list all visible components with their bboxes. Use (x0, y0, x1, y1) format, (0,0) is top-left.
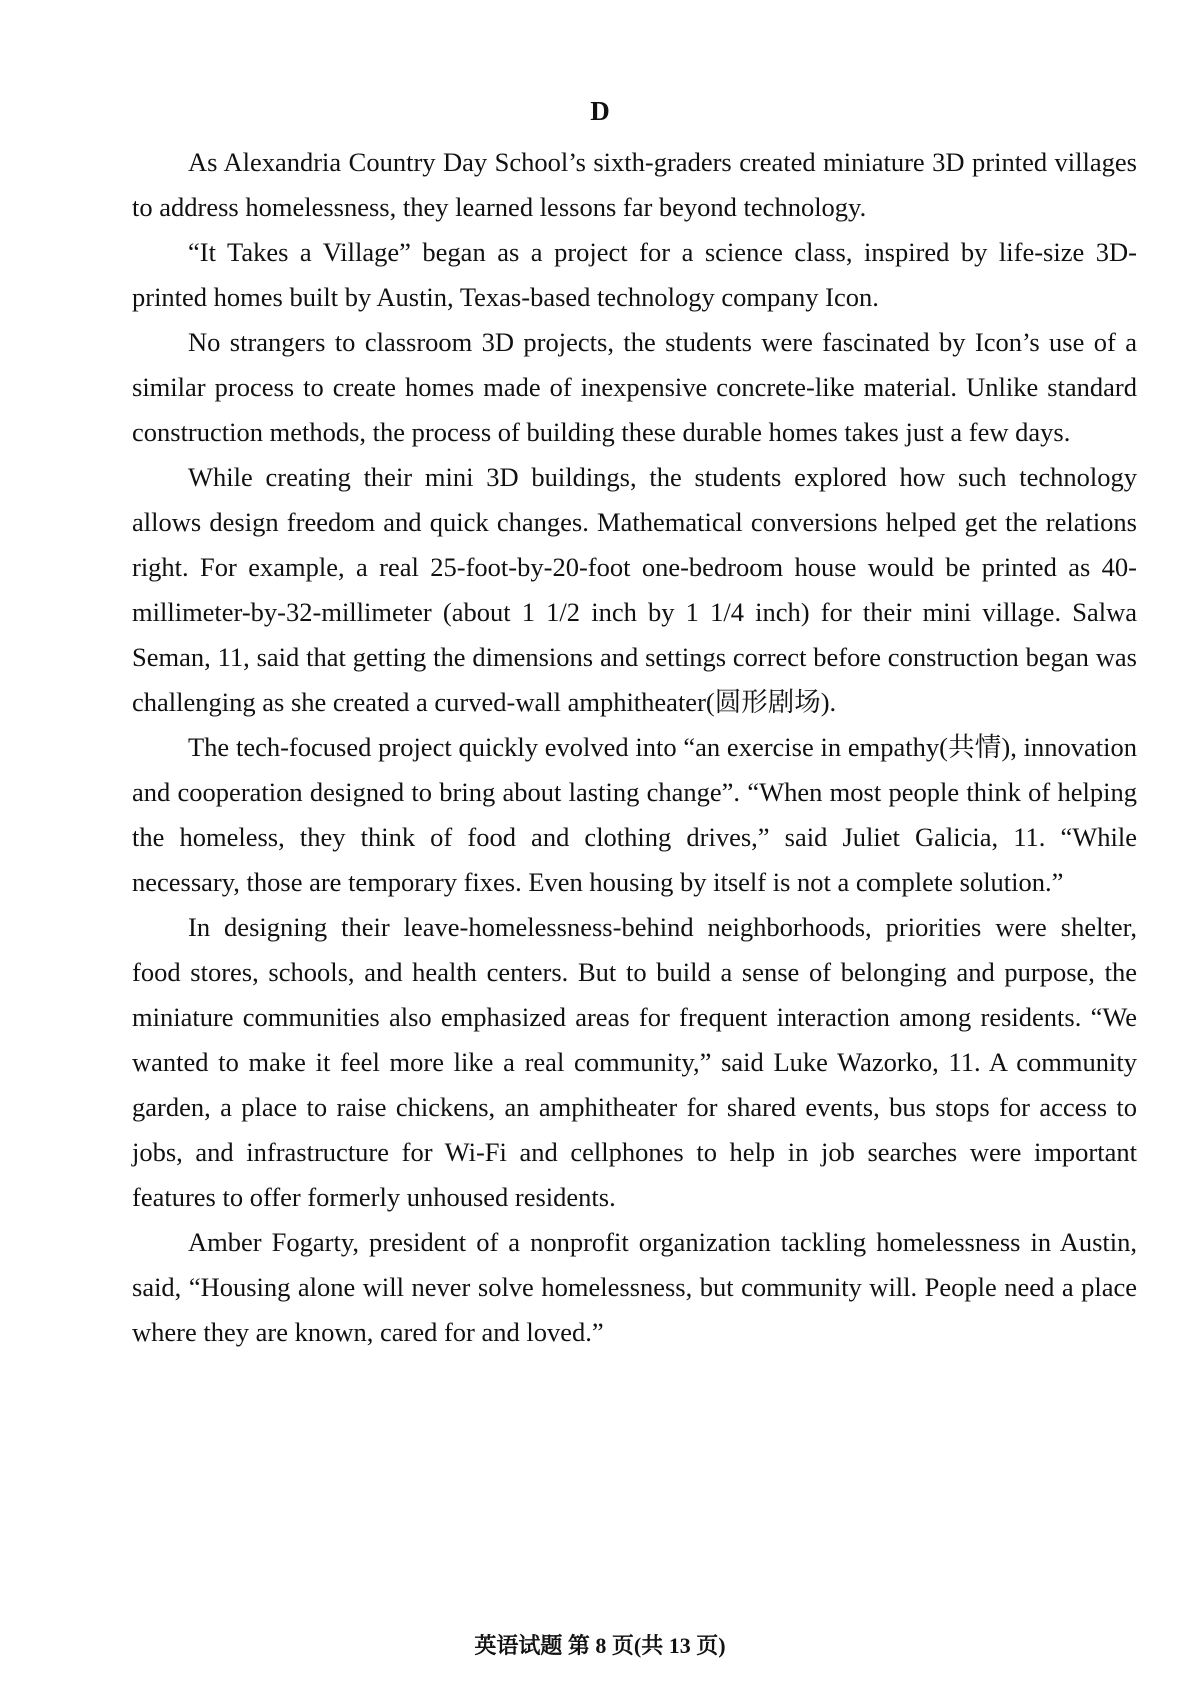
paragraph: As Alexandria Country Day School’s sixth-graders created miniature 3D printed villages to address homelessness, they learned lessons far beyond technology. (132, 147, 1137, 222)
paragraph: While creating their mini 3D buildings, the students explored how such technology allows design freedom and quick changes. Mathematical conversions helped get the relations right. For example, a real 25-foot-by-20-foot one-bedroom house would be printed as 40-millimeter-by-32-millimeter (about 1 1/2 inch by 1 1/4 inch) for their mini village. Salwa Seman, 11, said that getting the dimensions and settings correct before construction began was challenging as she created a curved-wall amphitheater(圆形剧场). (132, 462, 1137, 717)
passage-body (132, 140, 1137, 1355)
section-heading: D (590, 96, 610, 126)
paragraph: No strangers to classroom 3D projects, the students were fascinated by Icon’s use of a similar process to create homes made of inexpensive concrete-like material. Unlike standard construction methods, the process of building these durable homes takes just a few days. (132, 327, 1137, 447)
paragraph: In designing their leave-homelessness-behind neighborhoods, priorities were shelter, food stores, schools, and health centers. But to build a sense of belonging and purpose, the miniature communities also emphasized areas for frequent interaction among residents. “We wanted to make it feel more like a real community,” said Luke Wazorko, 11. A community garden, a place to raise chickens, an amphitheater for shared events, bus stops for access to jobs, and infrastructure for Wi-Fi and cellphones to help in job searches were important features to offer formerly unhoused residents. (132, 912, 1137, 1212)
page-footer: 英语试题 第 8 页(共 13 页) (474, 1633, 726, 1658)
paragraph: “It Takes a Village” began as a project for a science class, inspired by life-size 3D-printed homes built by Austin, Texas-based technology company Icon. (132, 237, 1137, 312)
paragraph: The tech-focused project quickly evolved into “an exercise in empathy(共情), innovation and cooperation designed to bring about lasting change”. “When most people think of helping the homeless, they think of food and clothing drives,” said Juliet Galicia, 11. “While necessary, those are temporary fixes. Even housing by itself is not a complete solution.” (132, 732, 1137, 897)
paragraph: Amber Fogarty, president of a nonprofit organization tackling homelessness in Austin, said, “Housing alone will never solve homelessness, but community will. People need a place where they are known, cared for and loved.” (132, 1227, 1137, 1347)
